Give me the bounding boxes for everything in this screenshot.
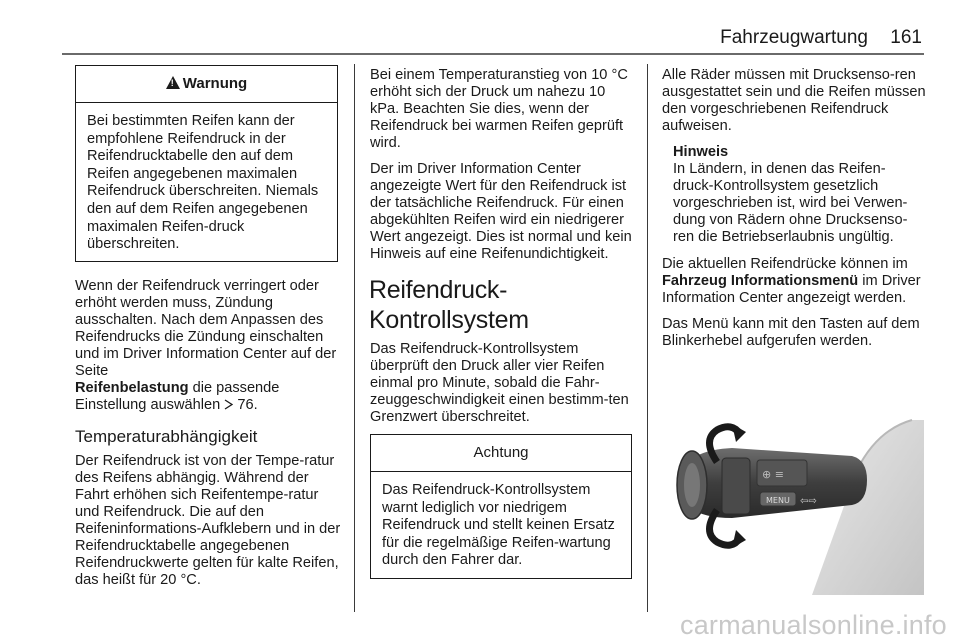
note-text: In Ländern, in denen das Reifen-druck-Kontrollsystem gesetzlich vorgeschrieben ist, wird bei Verwen-dung von Rädern ohne Drucksenso-ren die Betriebserlaubnis ungültig. <box>673 161 908 245</box>
rotary-ring <box>722 458 750 514</box>
menu-arrow-icons: ⇦⇨ <box>800 496 817 507</box>
light-symbol-icon: ⊕ ≡ <box>762 468 784 481</box>
turn-signal-lever-illustration <box>662 410 924 595</box>
tpms-intro-paragraph: Das Reifendruck-Kontrollsystem überprüft den Druck aller vier Reifen einmal pro Minute, sobald die Fahr-zeuggeschwindigkeit einen bestimm-ten Grenzwert überschreitet. <box>370 341 629 425</box>
page-number: 161 <box>890 27 922 48</box>
note-title: Hinweis <box>673 144 729 160</box>
sensor-requirement-paragraph: Alle Räder müssen mit Drucksenso-ren ausgestattet sein und die Reifen müssen den vorgeschriebenen Reifendruck aufweisen. <box>662 67 926 134</box>
caution-box-header: Achtung <box>371 435 631 472</box>
page-header-title: Fahrzeugwartung <box>720 27 868 48</box>
tire-load-page-name: Reifenbelastung <box>75 380 189 396</box>
menu-access-paragraph: Das Menü kann mit den Tasten auf dem Blinkerhebel aufgerufen werden. <box>662 316 920 349</box>
page-reference-arrow-icon <box>224 399 233 410</box>
temperature-rise-paragraph: Bei einem Temperaturanstieg von 10 °C erhöht sich der Druck um nahezu 10 kPa. Beachten Sie dies, wenn der Reifendruck bei warmen Reifen geprüft wird. <box>370 67 628 151</box>
warning-box-body <box>76 103 337 254</box>
column-divider-1 <box>354 64 355 612</box>
warning-box-text: Bei bestimmten Reifen kann der empfohlene Reifendruck in der Reifendrucktabelle den auf dem Reifen angegebenen maximalen Reifendruck überschreiten. Niemals den auf dem Reifen angegebenen maximalen Reifen-druck überschreiten. <box>87 113 319 253</box>
column-2-text <box>370 67 634 435</box>
caution-box <box>370 434 632 579</box>
caution-box-text: Das Reifendruck-Kontrollsystem warnt lediglich vor niedrigem Reifendruck und stellt keinen Ersatz für die regelmäßige Reifen-wartung durch den Fahrer dar. <box>382 482 615 569</box>
menu-button-label: MENU <box>766 496 790 505</box>
temperature-subheading: Temperaturabhängigkeit <box>75 427 258 446</box>
column-divider-2 <box>647 64 648 612</box>
temperature-paragraph: Der Reifendruck ist von der Tempe-ratur des Reifens abhängig. Während der Fahrt erhöhen sich Reifentempe-ratur und Reifendruck. Die auf den Reifeninformations-Aufklebern und in der Reifendrucktabelle angegebenen Reifendruckwerte gelten für kalte Reifen, das heißt für 20 °C. <box>75 453 341 588</box>
watermark: carmanualsonline.info <box>680 610 947 640</box>
page-reference: 76. <box>237 397 258 413</box>
warning-triangle-icon <box>166 76 180 89</box>
warning-box-title: Warnung <box>182 75 248 92</box>
note-block <box>662 144 926 246</box>
column-1-text <box>75 278 342 598</box>
header-rule <box>62 53 924 55</box>
tire-pressure-adjust-paragraph: Wenn der Reifendruck verringert oder erhöht werden muss, Zündung ausschalten. Nach dem Anpassen des Reifendrucks die Zündung einschalten und im Driver Information Center auf der Seite Reifenbelastung die passende Einstellung auswählen 76. <box>75 278 337 413</box>
caution-box-body <box>371 472 631 570</box>
dic-value-paragraph: Der im Driver Information Center angezeigte Wert für den Reifendruck ist der tatsächliche Reifendruck. Für einen abgekühlten Reifen wird ein niedrigerer Wert angezeigt. Dies ist normal und kein Hinweis auf eine Reifenundichtigkeit. <box>370 161 632 262</box>
column-3-text <box>662 67 926 359</box>
vehicle-info-menu-paragraph: Die aktuellen Reifendrücke können im Fahrzeug Informationsmenü im Driver Information Center angezeigt werden. <box>662 256 921 306</box>
warning-box-header <box>76 66 337 103</box>
section-heading: Reifendruck-Kontrollsystem <box>369 276 529 334</box>
warning-box <box>75 65 338 262</box>
vehicle-info-menu-name: Fahrzeug Informationsmenü <box>662 273 859 289</box>
